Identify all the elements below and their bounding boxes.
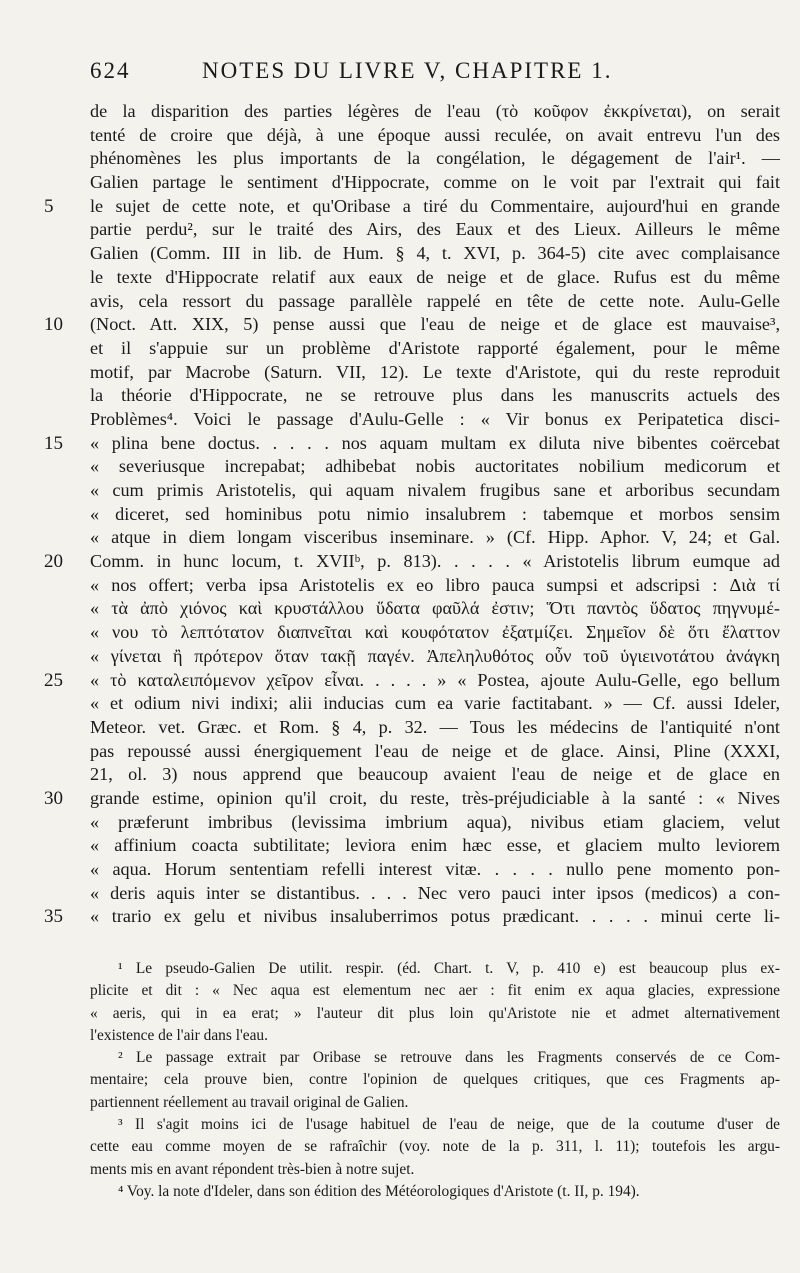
text-line (90, 384, 780, 408)
text-line (90, 763, 780, 787)
line-text: « diceret, sed hominibus potu nimio insalubrem : tabemque et morbos sensim (90, 503, 780, 524)
text-line (90, 834, 780, 858)
line-text: Problèmes⁴. Voici le passage d'Aulu-Gelle : « Vir bonus ex Peripatetica disci- (90, 408, 780, 429)
line-number: 15 (44, 432, 63, 454)
line-text: « atque in diem longam visceribus inseminare. » (Cf. Hipp. Aphor. V, 24; et Gal. (90, 527, 780, 548)
text-line (44, 313, 780, 337)
line-number: 10 (44, 314, 63, 336)
text-line (44, 195, 780, 219)
running-title: NOTES DU LIVRE V, CHAPITRE 1. (202, 58, 613, 83)
line-text: « severiusque increpabat; adhibebat nobis auctoritates nobilium medicorum et (90, 456, 780, 477)
line-number: 20 (44, 551, 63, 573)
text-line (90, 526, 780, 550)
text-line (90, 147, 780, 171)
text-line (90, 408, 780, 432)
line-text: grande estime, opinion qu'il croit, du reste, très-préjudiciable à la santé : « Nives (90, 787, 780, 808)
text-line (90, 621, 780, 645)
text-line (44, 787, 780, 811)
text-line (90, 692, 780, 716)
footnote-line: ² Le passage extrait par Oribase se retrouve dans les Fragments conservés de ce Com- (118, 1049, 780, 1067)
line-text: « aqua. Horum sententiam refelli interest vitæ. . . . . nullo pene momento pon- (90, 859, 780, 879)
text-line (44, 905, 780, 929)
text-line (90, 645, 780, 669)
line-text: « τὸ καταλειπόμενον χεῖρον εἶναι. . . . . » « Postea, ajoute Aulu-Gelle, ego bellum (90, 669, 780, 690)
text-line (44, 550, 780, 574)
line-number: 25 (44, 669, 63, 691)
line-text: « præferunt imbribus (levissima imbrium aqua), nivibus etiam glaciem, velut (90, 811, 780, 832)
footnote-line: ⁴ Voy. la note d'Ideler, dans son édition des Météorologiques d'Aristote (t. II, p. 194). (118, 1182, 640, 1200)
line-number: 30 (44, 787, 63, 809)
text-line (44, 669, 780, 693)
footnote-line: « aeris, qui in ea erat; » l'auteur dit plus loin qu'Aristote nie et admet alternativement (90, 1004, 780, 1022)
footnote-line: mentaire; cela prouve bien, contre l'opinion de quelques critiques, que ces Fragments ap- (90, 1071, 780, 1089)
line-text: « νου τὸ λεπτότατον διαπνεῖται καὶ κουφότατον ἐξατμίζει. Σημεῖον δὲ ὅτι ἔλαττον (90, 622, 780, 643)
line-text: « plina bene doctus. . . . . nos aquam multam ex diluta nive bibentes coërcebat (90, 432, 780, 453)
text-line (90, 290, 780, 314)
text-line (90, 574, 780, 598)
text-line (90, 218, 780, 242)
text-line (90, 716, 780, 740)
text-line (90, 597, 780, 621)
line-text: de la disparition des parties légères de l'eau (τὸ κοῦφον ἐκκρίνεται), on serait (90, 101, 780, 121)
text-line (90, 811, 780, 835)
line-text: tenté de croire que déjà, à une époque aussi reculée, on avait entrevu l'un des (90, 124, 780, 145)
line-text: avis, cela ressort du passage parallèle rappelé en tête de cette note. Aulu-Gelle (90, 290, 780, 311)
line-text: « et odium nivi indixi; alii inducias cum ea varie factitabant. » — Cf. aussi Ideler, (90, 693, 780, 714)
line-text: « affinium coacta subtilitate; leviora enim hæc esse, et glaciem multo leviorem (90, 835, 780, 856)
line-text: « trario ex gelu et nivibus insaluberrimos potus prædicant. . . . . minui certe li- (90, 906, 780, 927)
line-text: « τὰ ἀπὸ χιόνος καὶ κρυστάλλου ὕδατα φαῦλά ἐστιν; Ὅτι παντὸς ὕδατος πηγνυμέ- (90, 598, 780, 619)
text-line (90, 361, 780, 385)
line-text: le texte d'Hippocrate relatif aux eaux de neige et de glace. Rufus est du même (90, 266, 780, 287)
page-header (90, 58, 780, 94)
line-number: 35 (44, 906, 63, 928)
text-line (90, 740, 780, 764)
text-line (90, 242, 780, 266)
line-text: partie perdu², sur le traité des Airs, des Eaux et des Lieux. Ailleurs le même (90, 219, 780, 240)
line-text: motif, par Macrobe (Saturn. VII, 12). Le texte d'Aristote, qui du reste reproduit (90, 361, 780, 382)
line-text: le sujet de cette note, et qu'Oribase a tiré du Commentaire, aujourd'hui en grande (90, 195, 780, 216)
line-number: 5 (44, 195, 54, 217)
text-line (90, 266, 780, 290)
page-number: 624 (90, 58, 131, 83)
line-text: Galien partage le sentiment d'Hippocrate, comme on le voit par l'extrait qui fait (90, 172, 780, 193)
footnote-line: ¹ Le pseudo-Galien De utilit. respir. (éd. Chart. t. V, p. 410 e) est beaucoup plus ex- (118, 960, 780, 977)
text-line (90, 124, 780, 148)
footnote-line: cette eau comme moyen de se rafraîchir (voy. note de la p. 311, l. 11); toutefois les argu- (90, 1138, 780, 1156)
line-text: et il s'appuie sur un problème d'Aristote rapporté également, pour le même (90, 337, 780, 358)
line-text: pas repoussé aussi énergiquement l'eau de neige et de glace. Ainsi, Pline (XXXI, (90, 740, 780, 761)
line-text: (Noct. Att. XIX, 5) pense aussi que l'eau de neige et de glace est mauvaise³, (90, 314, 780, 335)
footnote-line: ³ Il s'agit moins ici de l'usage habituel de l'eau de neige, que de la coutume d'user de (118, 1116, 780, 1134)
line-text: « nos offert; verba ipsa Aristotelis ex eo libro pauca sumpsi et adscripsi : Διὰ τί (90, 574, 780, 595)
footnotes (90, 958, 780, 1203)
line-text: Galien (Comm. III in lib. de Hum. § 4, t. XVI, p. 364-5) cite avec complaisance (90, 243, 780, 264)
line-text: « deris aquis inter se distantibus. . . . Nec vero pauci inter ipsos (medicos) a con- (90, 882, 780, 903)
text-line (90, 503, 780, 527)
footnote-line: ments mis en avant répondent très-bien à notre sujet. (90, 1160, 415, 1178)
line-text: Comm. in hunc locum, t. XVIIᵇ, p. 813). . . . . « Aristotelis librum eumque ad (90, 551, 780, 572)
body-text (44, 100, 780, 929)
line-text: 21, ol. 3) nous apprend que beaucoup avaient l'eau de neige et de glace en (90, 764, 780, 785)
text-line (90, 100, 780, 124)
text-line (44, 432, 780, 456)
footnote-line: plicite et dit : « Nec aqua est elementum nec aer : fit enim ex aqua glacies, expressione (90, 982, 780, 1000)
text-line (90, 337, 780, 361)
line-text: la théorie d'Hippocrate, ne se retrouve plus dans les manuscrits actuels des (90, 385, 780, 406)
text-line (90, 882, 780, 906)
line-text: phénomènes les plus importants de la congélation, le dégagement de l'air¹. — (90, 148, 780, 169)
footnote-line: partiennent réellement au travail original de Galien. (90, 1093, 409, 1111)
line-text: « γίνεται ἢ πρότερον ὅταν τακῇ παγέν. Ἀπεληλυθότος οὖν τοῦ ὑγιεινοτάτου ἀνάγκη (90, 645, 780, 666)
text-line (90, 479, 780, 503)
text-line (90, 455, 780, 479)
footnote-line: l'existence de l'air dans l'eau. (90, 1026, 268, 1044)
line-text: Meteor. vet. Græc. et Rom. § 4, p. 32. — Tous les médecins de l'antiquité n'ont (90, 716, 780, 737)
line-text: « cum primis Aristotelis, qui aquam nivalem frugibus sane et arboribus secundam (90, 480, 780, 500)
text-line (90, 858, 780, 882)
text-line (90, 171, 780, 195)
